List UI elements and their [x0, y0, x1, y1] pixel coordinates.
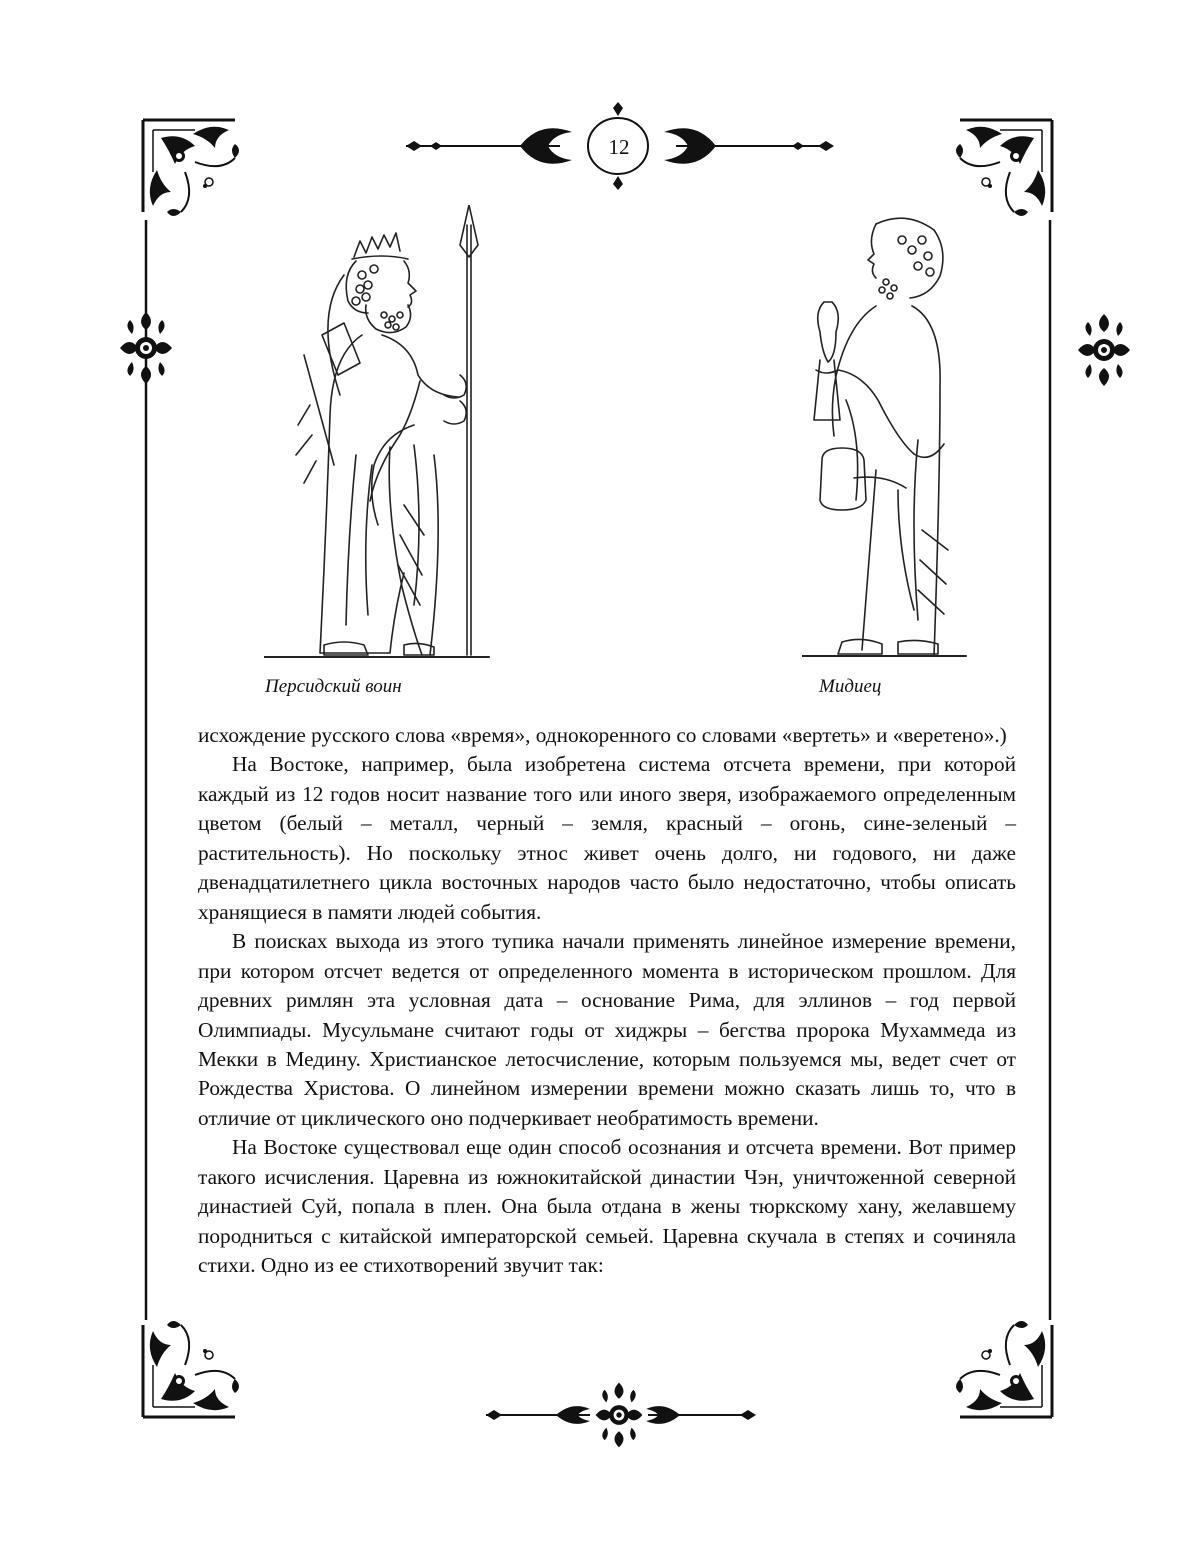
- paragraph-4: На Востоке существовал еще один способ осознания и отсчета времени. Вот пример такого исчисления. Царевна из южнокитайской династии Чэн, уничтоженной северной династией Суй, попала в плен. Она была отдана в жены тюркскому хану, желавшему породниться с китайской императорской семьей. Царевна скучала в степях и сочиняла стихи. Одно из ее стихотворений звучит так:: [198, 1135, 1016, 1278]
- paragraph-3: В поисках выхода из этого тупика начали применять линейное измерение времени, при котором отсчет ведется от определенного момента в историческом прошлом. Для древних римлян эта условная дата – основание Рима, для эллинов – год первой Олимпиады. Мусульмане считают годы от хиджры – бегства пророка Мухаммеда из Мекки в Медину. Христианское летосчисление, которым пользуемся мы, ведет счет от Рождества Христова. О линейном измерении времени можно сказать лишь то, что в отличие от циклического оно подчеркивает необратимость времени.: [198, 929, 1016, 1130]
- body-text: [198, 721, 1016, 1281]
- caption-persian-warrior: Персидский воин: [265, 676, 402, 697]
- paragraph-1: исхождение русского слова «время», однокоренного со словами «вертеть» и «веретено».): [198, 723, 1007, 747]
- persian-warrior-illustration: [264, 205, 494, 665]
- caption-mede: Мидиец: [819, 676, 882, 697]
- page-number: 12: [608, 135, 630, 159]
- paragraph-2: На Востоке, например, была изобретена система отсчета времени, при которой каждый из 12 годов носит название того или иного зверя, изображаемого определенным цветом (белый – металл, черный – земля, красный – огонь, сине-зеленый – растительность). Но поскольку этнос живет очень долго, ни годового, ни даже двенадцатилетнего цикла восточных народов часто было недостаточно, чтобы описать хранящиеся в памяти людей события.: [198, 752, 1016, 924]
- mede-illustration: [802, 210, 972, 662]
